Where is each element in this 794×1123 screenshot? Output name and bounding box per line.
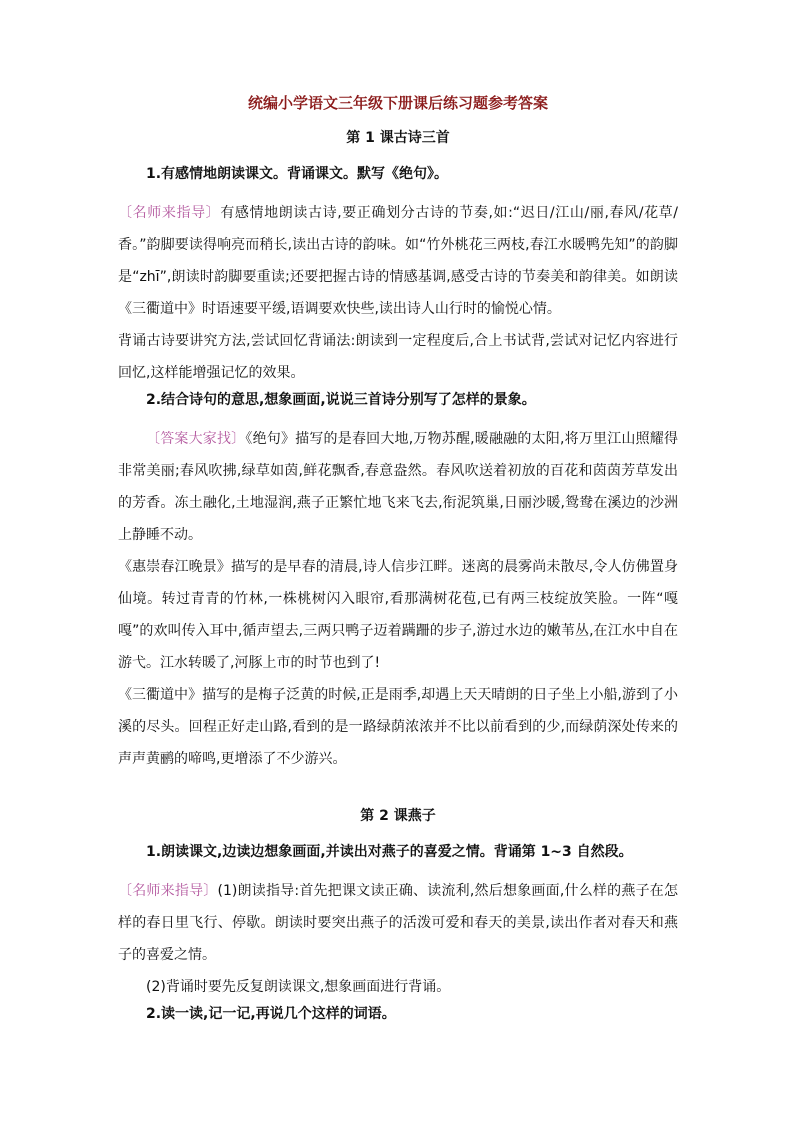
lesson-1-q2-answer-1 <box>118 423 678 551</box>
lesson-2-question-2: 2.读一读,记一记,再说几个这样的词语。 <box>146 1006 396 1022</box>
document-title: 统编小学语文三年级下册课后练习题参考答案 <box>247 94 548 112</box>
section-spacer <box>118 775 678 805</box>
lesson-2-q1-answer-1 <box>118 875 678 971</box>
answer-text: 有感情地朗读古诗,要正确划分古诗的节奏,如:“迟日/江山/丽,春风/花草/香。”韵脚要读得响亮而稍长,读出古诗的韵味。如“竹外桃花三两枝,春江水暖鸭先知”的韵脚是“zhī”,朗读时韵脚要重读;还要把握古诗的情感基调,感受古诗的节奏美和韵律美。如朗读《三衢道中》时语速要平缓,语调要欢快些,读出诗人山行时的愉悦心情。 <box>118 205 679 317</box>
lesson-1-q2-answer-3: 《三衢道中》描写的是梅子泛黄的时候,正是雨季,却遇上天天晴朗的日子坐上小船,游到了小溪的尽头。回程正好走山路,看到的是一路绿荫浓浓并不比以前看到的少,而绿荫深处传来的声声黄鹂的啼鸣,更增添了不少游兴。 <box>118 687 678 767</box>
answer-tag: 〔答案大家找〕 <box>146 431 246 447</box>
lesson-2-question-1: 1.朗读课文,边读边想象画面,并读出对燕子的喜爱之情。背诵第 1~3 自然段。 <box>146 844 633 860</box>
lesson-1-q1-answer-2: 背诵古诗要讲究方法,尝试回忆背诵法:朗读到一定程度后,合上书试背,尝试对记忆内容进行回忆,这样能增强记忆的效果。 <box>118 333 678 381</box>
answer-text: 《绝句》描写的是春回大地,万物苏醒,暖融融的太阳,将万里江山照耀得非常美丽;春风吹拂,绿草如茵,鲜花飘香,春意盎然。春风吹送着初放的百花和茵茵芳草发出的芳香。冻土融化,土地湿润,燕子正繁忙地飞来飞去,衔泥筑巢,日丽沙暖,鸳鸯在溪边的沙洲上静睡不动。 <box>118 431 678 543</box>
lesson-2-heading: 第 2 课燕子 <box>360 808 436 824</box>
teacher-guide-tag: 〔名师来指导〕 <box>118 205 221 221</box>
lesson-1-question-1: 1.有感情地朗读课文。背诵课文。默写《绝句》。 <box>146 166 449 182</box>
lesson-1-q2-answer-2: 《惠崇春江晚景》描写的是早春的清晨,诗人信步江畔。迷离的晨雾尚未散尽,令人仿佛置身仙境。转过青青的竹林,一株桃树闪入眼帘,看那满树花苞,已有两三枝绽放笑脸。一阵“嘎嘎”的欢叫传入耳中,循声望去,三两只鸭子迈着蹒跚的步子,游过水边的嫩苇丛,在江水中自在游弋。江水转暖了,河豚上市的时节也到了! <box>118 559 678 671</box>
lesson-1-q1-answer-1 <box>118 197 678 325</box>
lesson-1-heading: 第 1 课古诗三首 <box>346 130 450 146</box>
answer-text: (1)朗读指导:首先把课文读正确、读流利,然后想象画面,什么样的燕子在怎样的春日里飞行、停歇。朗读时要突出燕子的活泼可爱和春天的美景,读出作者对春天和燕子的喜爱之情。 <box>118 883 678 963</box>
teacher-guide-tag: 〔名师来指导〕 <box>118 883 218 899</box>
lesson-1-question-2: 2.结合诗句的意思,想象画面,说说三首诗分别写了怎样的景象。 <box>146 392 536 408</box>
document-page <box>118 92 678 1037</box>
lesson-2-q1-answer-2: (2)背诵时要先反复朗读课文,想象画面进行背诵。 <box>146 979 451 995</box>
